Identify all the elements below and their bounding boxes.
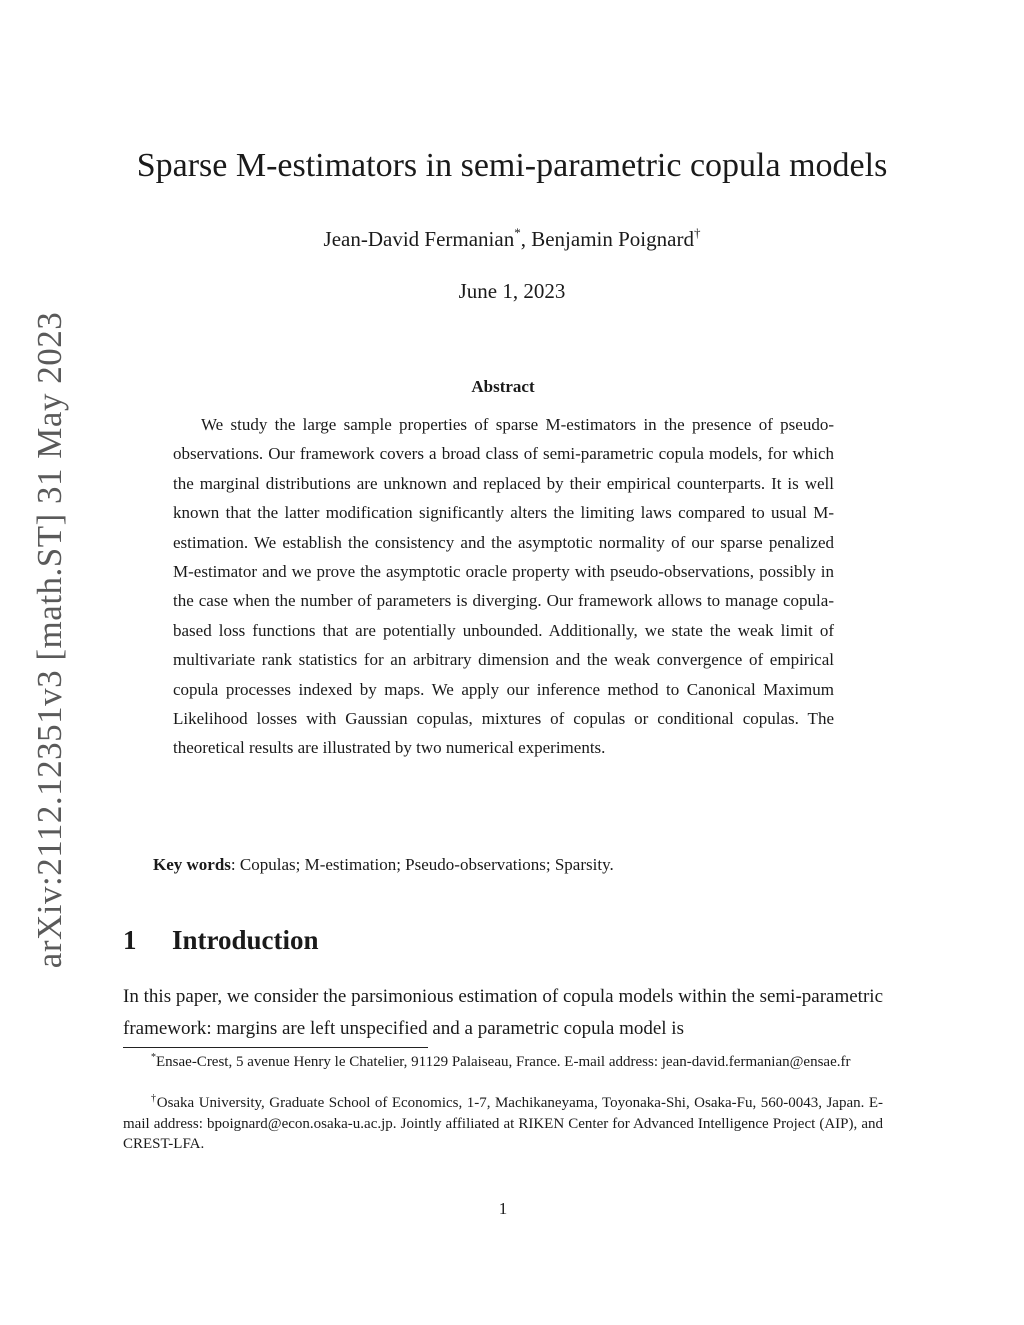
abstract-heading: Abstract <box>471 377 535 396</box>
section-number: 1 <box>123 925 137 955</box>
footnote-mark: † <box>151 1093 157 1104</box>
section-title: Introduction <box>172 925 319 955</box>
keywords-label: Key words <box>153 855 231 874</box>
author-line: Jean-David Fermanian*, Benjamin Poignard† <box>323 225 701 251</box>
footnote-mark: * <box>151 1052 156 1063</box>
arxiv-identifier: arXiv:2112.12351v3 [math.ST] 31 May 2023 <box>30 311 69 969</box>
footnote <box>123 1093 883 1155</box>
author-footnote-mark: † <box>693 225 701 240</box>
abstract-text: We study the large sample properties of sparse M-estimators in the presence of pseudo-observations. Our framework covers a broad class of semi-parametric copula models, for which the marginal distributions are unknown and replaced by their empirical counterparts. It is well known that the latter modification significantly alters the limiting laws compared to usual M-estimation. We establish the consistency and the asymptotic normality of our sparse penalized M-estimator and we prove the asymptotic oracle property with pseudo-observations, possibly in the case when the number of parameters is diverging. Our framework allows to manage copula-based loss functions that are potentially unbounded. Additionally, we state the weak limit of multivariate rank statistics for an arbitrary dimension and the weak convergence of empirical copula processes indexed by maps. We apply our inference method to Canonical Maximum Likelihood losses with Gaussian copulas, mixtures of copulas or conditional copulas. The theoretical results are illustrated by two numerical experiments. <box>173 415 834 758</box>
author-footnote-mark: * <box>514 225 521 240</box>
footnote-text: Osaka University, Graduate School of Economics, 1-7, Machikaneyama, Toyonaka-Shi, Osaka-Fu, 560-0043, Japan. E-mail address: bpoignard@econ.osaka-u.ac.jp. Jointly affiliated at RIKEN Center for Advanced Intelligence Project (AIP), and CREST-LFA. <box>123 1095 883 1152</box>
page-number: 1 <box>498 1199 508 1218</box>
footnote-divider <box>123 1047 428 1048</box>
paper-title: Sparse M-estimators in semi-parametric copula models <box>136 147 888 184</box>
author-name: Benjamin Poignard <box>531 227 694 251</box>
section-heading <box>123 920 319 960</box>
introduction-paragraph: In this paper, we consider the parsimonious estimation of copula models within the semi-parametric framework: margins are left unspecified and a parametric copula model is <box>123 986 883 1039</box>
keywords-text: : Copulas; M-estimation; Pseudo-observations; Sparsity. <box>230 855 614 874</box>
author-name: Jean-David Fermanian <box>323 227 515 251</box>
footnote <box>123 1052 883 1073</box>
keywords <box>153 852 873 878</box>
paper-date: June 1, 2023 <box>458 279 566 303</box>
footnote-text: Ensae-Crest, 5 avenue Henry le Chatelier, 91129 Palaiseau, France. E-mail address: jean-david.fermanian@ensae.fr <box>156 1054 851 1070</box>
